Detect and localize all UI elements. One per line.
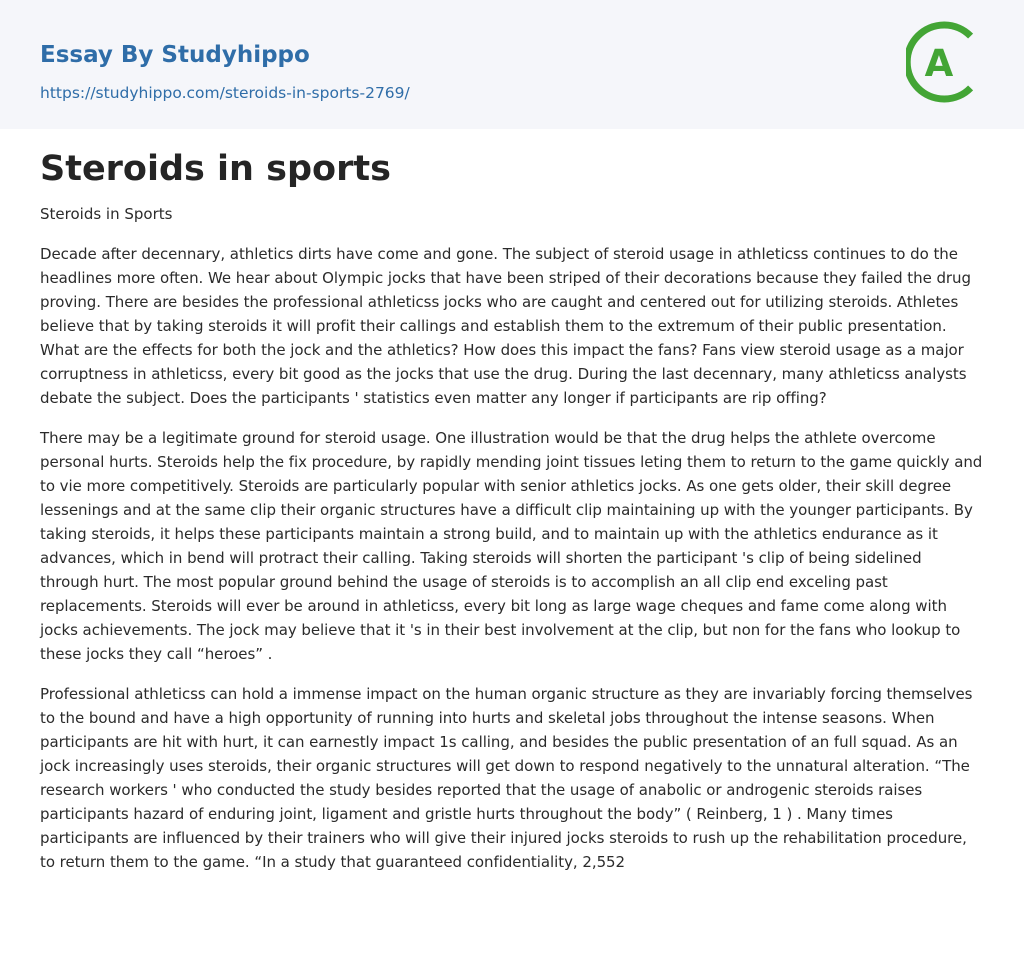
article-paragraph-1: Decade after decennary, athletics dirts have come and gone. The subject of steroid usage in athleticss continues to do the headlines more often. We hear about Olympic jocks that have been striped of their decorations because they failed the drug proving. There are besides the professional athleticss jocks who are caught and centered out for utilizing steroids. Athletes believe that by taking steroids it will profit their callings and establish them to the extremum of their public presentation. What are the effects for both the jock and the athletics? How does this impact the fans? Fans view steroid usage as a major corruptness in athleticss, every bit good as the jocks that use the drug. During the last decennary, many athleticss analysts debate the subject. Does the participants ' statistics even matter any longer if participants are rip offing? <box>40 245 971 407</box>
studyhippo-logo-icon[interactable] <box>906 19 986 105</box>
page-title: Steroids in sports <box>40 149 391 189</box>
brand-title[interactable]: Essay By Studyhippo <box>40 42 310 68</box>
article-subtitle: Steroids in Sports <box>40 205 173 223</box>
site-header <box>0 0 1024 129</box>
source-url-link[interactable]: https://studyhippo.com/steroids-in-sports-2769/ <box>40 84 410 102</box>
svg-text:A: A <box>924 42 954 85</box>
article-paragraph-2: There may be a legitimate ground for steroid usage. One illustration would be that the drug helps the athlete overcome personal hurts. Steroids help the fix procedure, by rapidly mending joint tissues leting them to return to the game quickly and to vie more competitively. Steroids are particularly popular with senior athletics jocks. As one gets older, their skill degree lessenings and at the same clip their organic structures have a difficult clip maintaining up with the younger participants. By taking steroids, it helps these participants maintain a strong build, and to maintain up with the athletics endurance as it advances, which in bend will protract their calling. Taking steroids will shorten the participant 's clip of being sidelined through hurt. The most popular ground behind the usage of steroids is to accomplish an all clip end exceling past replacements. Steroids will ever be around in athleticss, every bit long as large wage cheques and fame come along with jocks achievements. The jock may believe that it 's in their best involvement at the clip, but non for the fans who lookup to these jocks they call “heroes” . <box>40 429 983 663</box>
article-paragraph-3: Professional athleticss can hold a immense impact on the human organic structure as they are invariably forcing themselves to the bound and have a high opportunity of running into hurts and skeletal jobs throughout the intense seasons. When participants are hit with hurt, it can earnestly impact 1s calling, and besides the public presentation of an full squad. As an jock increasingly uses steroids, their organic structures will get down to respond negatively to the unnatural alteration. “The research workers ' who conducted the study besides reported that the usage of anabolic or androgenic steroids raises participants hazard of enduring joint, ligament and gristle hurts throughout the body” ( Reinberg, 1 ) . Many times participants are influenced by their trainers who will give their injured jocks steroids to rush up the rehabilitation procedure, to return them to the game. “In a study that guaranteed confidentiality, 2,552 <box>40 685 973 871</box>
article <box>0 148 1024 874</box>
